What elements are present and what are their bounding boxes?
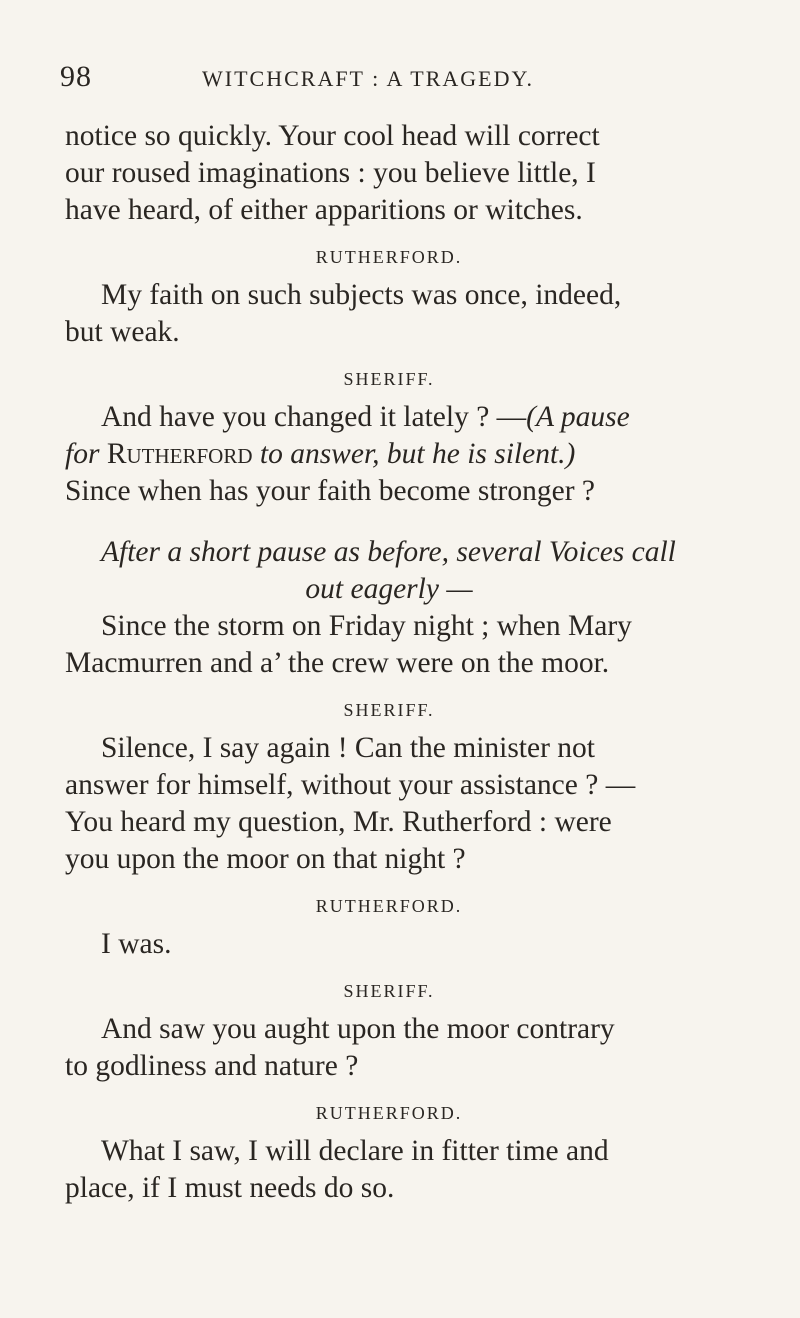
text-line: have heard, of either apparitions or witches. [65, 194, 583, 226]
text-line: Silence, I say again ! Can the minister not [101, 732, 595, 764]
speaker-name: RUTHERFORD. [315, 247, 463, 267]
text-line: our roused imaginations : you believe little, I [65, 157, 596, 189]
text-line: place, if I must needs do so. [65, 1172, 395, 1204]
page-text [65, 118, 713, 1207]
paragraph-1 [65, 118, 713, 229]
stage-direction: out eagerly — [305, 573, 473, 605]
speaker-name: RUTHERFORD. [315, 1103, 463, 1123]
paragraph-4 [65, 608, 713, 682]
stage-direction: After a short pause as before, several Voices call [101, 536, 676, 568]
text-line: I was. [101, 928, 172, 960]
text-line: And saw you aught upon the moor contrary [101, 1013, 615, 1045]
paragraph-3 [65, 399, 713, 510]
text-line: My faith on such subjects was once, indeed, [101, 279, 622, 311]
text-line: What I saw, I will declare in fitter time and [101, 1135, 609, 1167]
stage-direction: (A pause [526, 401, 630, 433]
text-line: Macmurren and a’ the crew were on the moor. [65, 647, 610, 679]
speaker-name: SHERIFF. [343, 700, 435, 720]
text-line: you upon the moor on that night ? [65, 843, 466, 875]
text-line [65, 436, 713, 473]
running-head: WITCHCRAFT : A TRAGEDY. [202, 66, 535, 91]
text-line [65, 399, 713, 436]
text-line: Since the storm on Friday night ; when Mary [101, 610, 632, 642]
text-line: You heard my question, Mr. Rutherford : were [65, 806, 612, 838]
dialogue-text: And have you changed it lately ? — [101, 401, 527, 433]
page-header [60, 60, 700, 100]
paragraph-2 [65, 277, 713, 351]
text-line: but weak. [65, 316, 180, 348]
stage-direction: for [65, 438, 100, 470]
stage-direction: to answer, but he is silent.) [259, 438, 576, 470]
text-line: Since when has your faith become stronger ? [65, 475, 596, 507]
text-line: notice so quickly. Your cool head will correct [65, 120, 600, 152]
text-line: answer for himself, without your assistance ? — [65, 769, 636, 801]
paragraph-7 [65, 1011, 713, 1085]
text-line: to godliness and nature ? [65, 1050, 359, 1082]
speaker-name: SHERIFF. [343, 981, 435, 1001]
paragraph-5 [65, 730, 713, 878]
speaker-name: RUTHERFORD. [315, 896, 463, 916]
page-number: 98 [60, 60, 92, 93]
stage-direction-block [65, 534, 713, 608]
speaker-name: SHERIFF. [343, 369, 435, 389]
character-name: Rutherford [106, 438, 253, 470]
paragraph-6 [65, 926, 713, 963]
paragraph-8 [65, 1133, 713, 1207]
